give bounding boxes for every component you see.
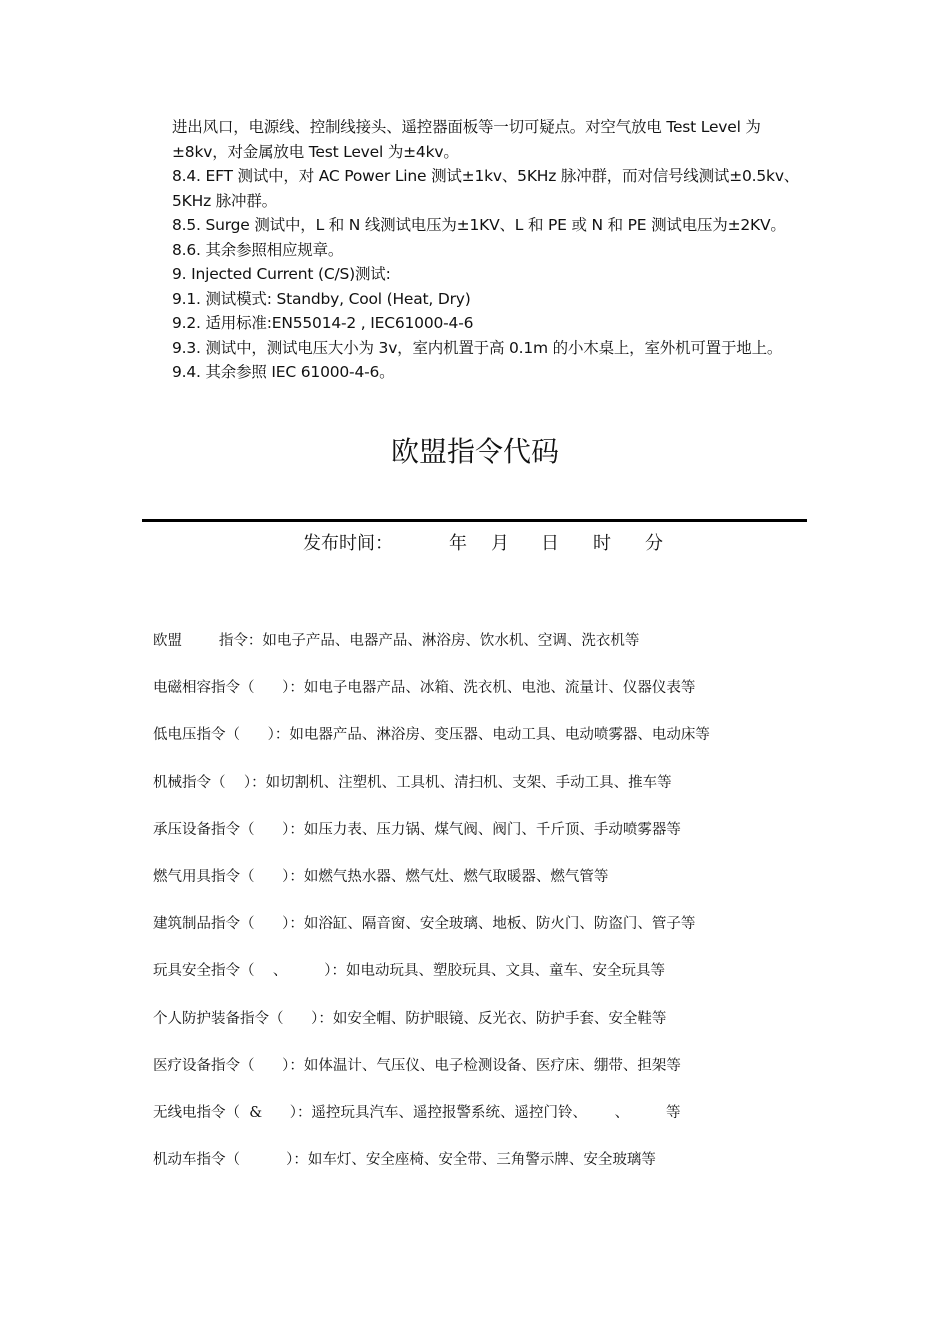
title-divider [142, 519, 807, 522]
list-item: 个人防护装备指令（ ）：如安全帽、防护眼镜、反光衣、防护手套、安全鞋等 [153, 1010, 667, 1027]
paragraph-line: 9.3. 测试中，测试电压大小为 3v，室内机置于高 0.1m 的小木桌上，室外机可置于地上。 [172, 338, 783, 357]
paragraph-line: 9.2. 适用标准:EN55014-2 , IEC61000-4-6 [172, 314, 474, 332]
publish-hour: 时 [593, 533, 611, 554]
paragraph-line: 进出风口，电源线、控制线接头、遥控器面板等一切可疑点。对空气放电 Test Level 为 [172, 118, 761, 136]
list-item: 无线电指令（ & ）：遥控玩具汽车、遥控报警系统、遥控门铃、 、 等 [153, 1104, 681, 1121]
paragraph-line: 9.4. 其余参照 IEC 61000-4-6。 [172, 363, 395, 381]
list-item: 电磁相容指令（ ）：如电子电器产品、冰箱、洗衣机、电池、流量计、仪器仪表等 [153, 680, 696, 697]
paragraph-line: 9.1. 测试模式: Standby, Cool (Heat, Dry) [172, 289, 471, 308]
list-item: 机动车指令（ ）：如车灯、安全座椅、安全带、三角警示牌、安全玻璃等 [153, 1152, 656, 1169]
list-item: 承压设备指令（ ）：如压力表、压力锅、煤气阀、阀门、千斤顶、手动喷雾器等 [153, 821, 681, 838]
list-item: 欧盟 指令：如电子产品、电器产品、淋浴房、饮水机、空调、洗衣机等 [153, 633, 640, 649]
test-procedure-text [172, 115, 812, 385]
publish-label: 发布时间： [303, 533, 393, 554]
publish-year: 年 [449, 533, 467, 554]
publish-time [303, 531, 663, 557]
list-item: 低电压指令（ ）：如电器产品、淋浴房、变压器、电动工具、电动喷雾器、电动床等 [153, 727, 710, 744]
page-title: 欧盟指令代码 [390, 435, 559, 468]
list-item: 医疗设备指令（ ）：如体温计、气压仪、电子检测设备、医疗床、绷带、担架等 [153, 1057, 681, 1074]
list-item: 建筑制品指令（ ）：如浴缸、隔音窗、安全玻璃、地板、防火门、防盗门、管子等 [153, 916, 696, 933]
paragraph-line: 8.4. EFT 测试中，对 AC Power Line 测试±1kv、5KHz 脉冲群，而对信号线测试±0.5kv、 [172, 167, 800, 185]
paragraph-line: 8.6. 其余参照相应规章。 [172, 240, 344, 259]
list-item: 机械指令（ ）：如切割机、注塑机、工具机、清扫机、支架、手动工具、推车等 [153, 774, 672, 791]
directive-list [153, 629, 833, 1195]
paragraph-line: ±8kv，对金属放电 Test Level 为±4kv。 [172, 142, 459, 161]
publish-day: 日 [541, 533, 559, 554]
paragraph-line: 9. Injected Current (C/S)测试: [172, 265, 391, 283]
list-item: 玩具安全指令（ 、 ）：如电动玩具、塑胶玩具、文具、童车、安全玩具等 [153, 963, 666, 980]
list-item: 燃气用具指令（ ）：如燃气热水器、燃气灶、燃气取暖器、燃气管等 [153, 868, 609, 885]
paragraph-line: 5KHz 脉冲群。 [172, 191, 277, 210]
paragraph-line: 8.5. Surge 测试中，L 和 N 线测试电压为±1KV、L 和 PE 或 N 和 PE 测试电压为±2KV。 [172, 216, 786, 234]
publish-month: 月 [491, 533, 509, 554]
publish-minute: 分 [645, 533, 663, 554]
